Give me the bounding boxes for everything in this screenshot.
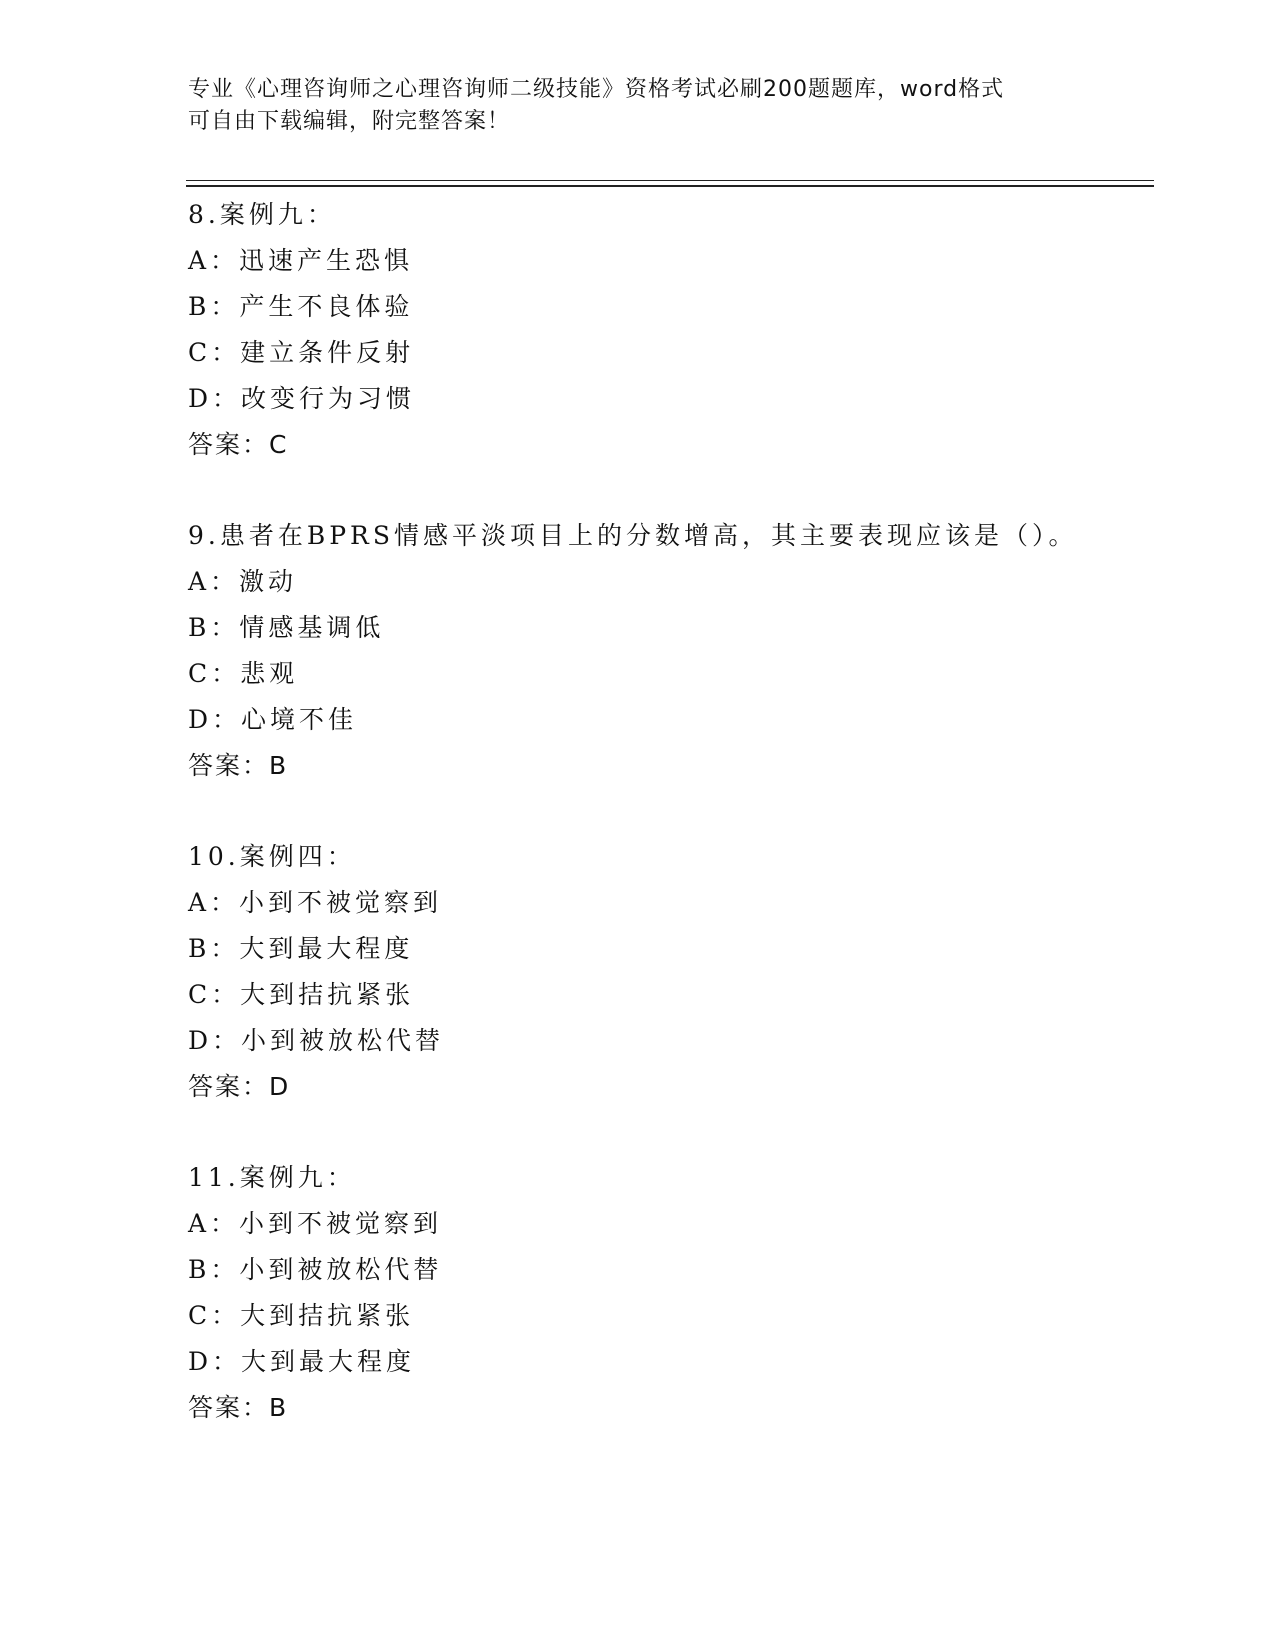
option-b: B：小到被放松代替 (188, 1255, 443, 1284)
option-c: C：建立条件反射 (188, 338, 415, 367)
header-divider-thick (186, 185, 1154, 187)
option-b: B：情感基调低 (188, 613, 385, 642)
option-a: A：小到不被觉察到 (188, 1209, 443, 1238)
option-d: D：大到最大程度 (188, 1347, 416, 1376)
option-a: A：小到不被觉察到 (188, 888, 443, 917)
option-c: C：大到拮抗紧张 (188, 1301, 415, 1330)
question-item (188, 834, 1168, 1110)
option-b: B：大到最大程度 (188, 934, 414, 963)
question-stem: 8.案例九： (188, 200, 336, 229)
option-b: B：产生不良体验 (188, 292, 414, 321)
question-item (188, 192, 1168, 468)
question-stem: 9.患者在BPRS情感平淡项目上的分数增高，其主要表现应该是（）。 (188, 521, 1078, 550)
question-stem: 10.案例四： (188, 842, 356, 871)
header-line-1: 专业《心理咨询师之心理咨询师二级技能》资格考试必刷200题题库，word格式 (188, 77, 1005, 102)
option-c: C：大到拮抗紧张 (188, 980, 415, 1009)
question-spacer (188, 789, 1168, 834)
question-spacer (188, 468, 1168, 513)
answer-line: 答案：B (188, 751, 289, 780)
question-item (188, 513, 1168, 789)
option-c: C：悲观 (188, 659, 299, 688)
question-spacer (188, 1110, 1168, 1155)
option-a: A：激动 (188, 567, 298, 596)
question-item (188, 1155, 1168, 1431)
answer-line: 答案：D (188, 1072, 291, 1101)
answer-line: 答案：C (188, 430, 289, 459)
question-stem: 11.案例九： (188, 1163, 356, 1192)
document-header (188, 74, 1088, 138)
option-a: A：迅速产生恐惧 (188, 246, 414, 275)
answer-line: 答案：B (188, 1393, 289, 1422)
option-d: D：心境不佳 (188, 705, 358, 734)
option-d: D：小到被放松代替 (188, 1026, 445, 1055)
header-divider-thin (186, 180, 1154, 181)
option-d: D：改变行为习惯 (188, 384, 416, 413)
header-line-2: 可自由下载编辑，附完整答案！ (188, 109, 511, 134)
question-list (188, 192, 1168, 1431)
